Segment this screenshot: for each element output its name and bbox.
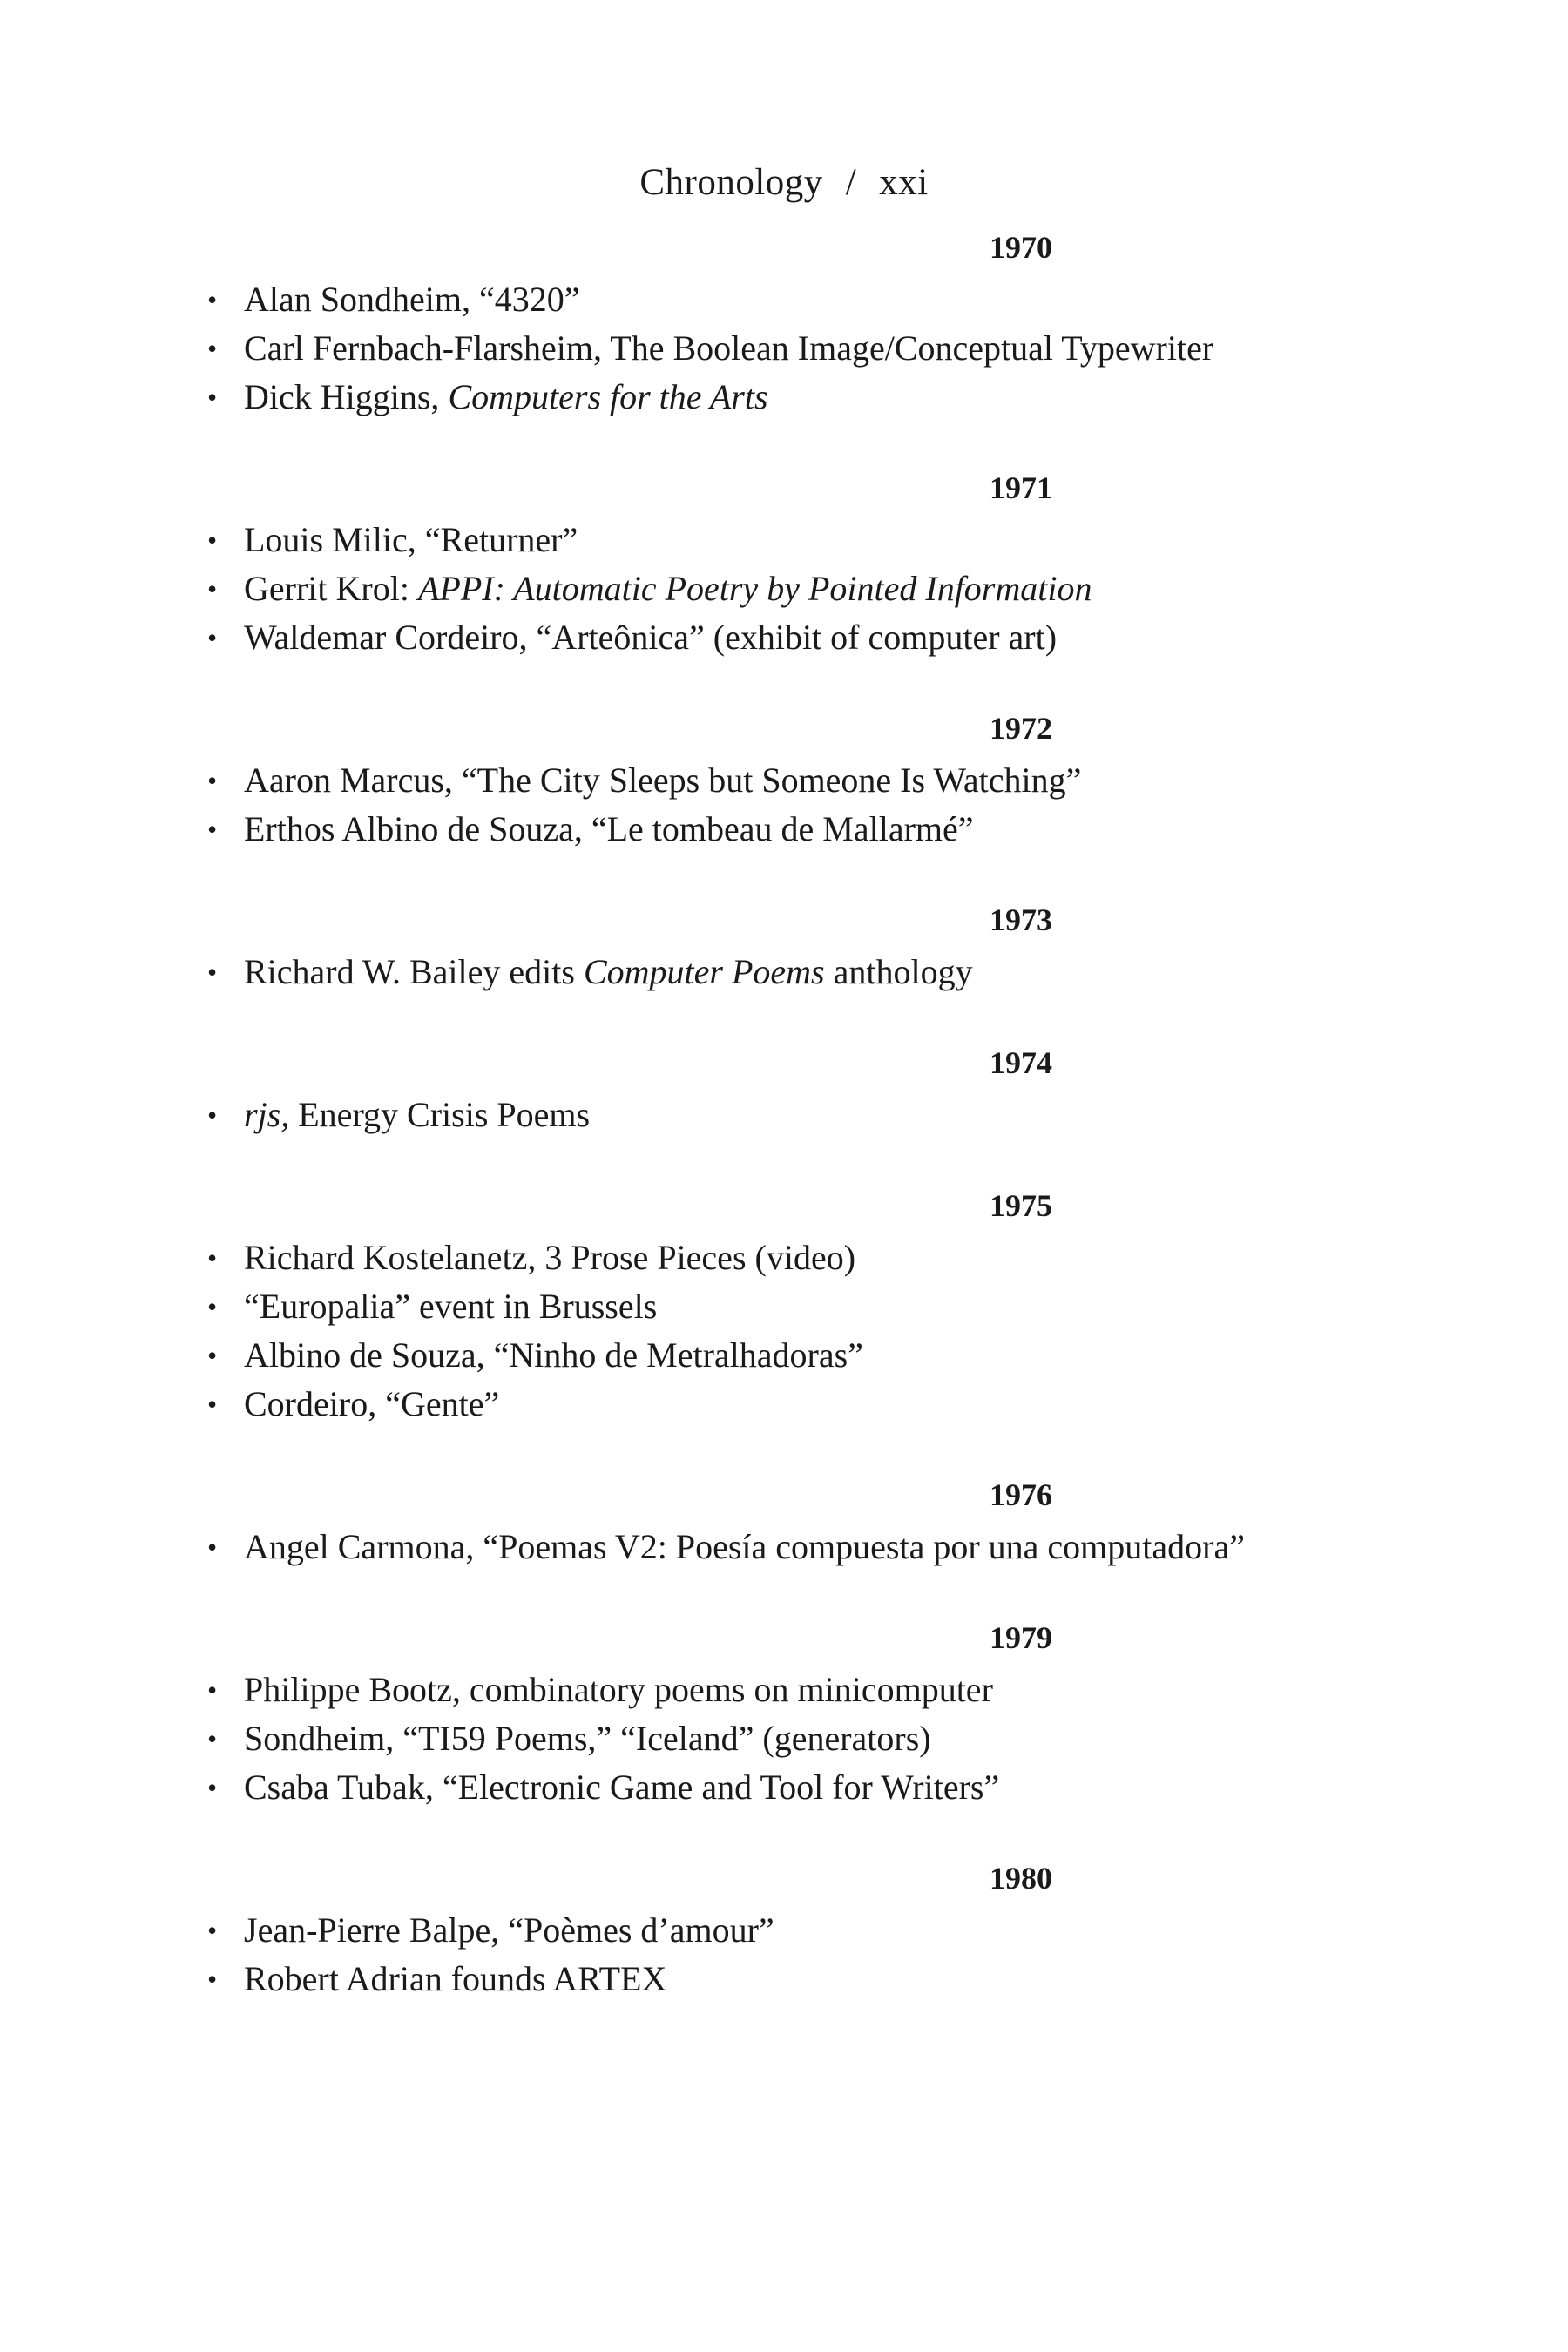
bullet-icon: • bbox=[207, 765, 218, 796]
year-heading: 1979 bbox=[990, 1620, 1052, 1655]
bullet-icon: • bbox=[207, 1099, 218, 1131]
entry-text: Erthos Albino de Souza, “Le tombeau de Mallarmé” bbox=[244, 809, 974, 848]
chronology-entry bbox=[206, 324, 1425, 373]
bullet-icon: • bbox=[207, 1674, 218, 1706]
chronology-entry bbox=[206, 1233, 1425, 1282]
entry-title-italic: Computer Poems bbox=[583, 952, 825, 991]
year-section-1973 bbox=[206, 902, 1425, 997]
entry-list bbox=[206, 275, 1425, 422]
entry-text: anthology bbox=[824, 952, 973, 991]
bullet-icon: • bbox=[207, 573, 218, 605]
chronology-entry bbox=[206, 1666, 1425, 1714]
entry-text: Dick Higgins, bbox=[244, 377, 449, 416]
entry-text: Energy Crisis Poems bbox=[289, 1095, 591, 1134]
year-heading: 1970 bbox=[990, 230, 1052, 265]
entry-list bbox=[206, 1523, 1425, 1571]
chronology-list bbox=[206, 230, 1425, 2052]
bullet-icon: • bbox=[207, 814, 218, 845]
entry-text: Sondheim, “TI59 Poems,” “Iceland” (generators) bbox=[244, 1719, 931, 1758]
entry-text: Philippe Bootz, combinatory poems on minicomputer bbox=[244, 1670, 993, 1709]
entry-list bbox=[206, 948, 1425, 997]
year-heading: 1974 bbox=[990, 1045, 1052, 1080]
chronology-entry bbox=[206, 1282, 1425, 1331]
entry-list bbox=[206, 756, 1425, 854]
chronology-entry bbox=[206, 1380, 1425, 1429]
year-heading: 1972 bbox=[990, 711, 1052, 746]
year-section-1970 bbox=[206, 230, 1425, 422]
entry-text: Csaba Tubak, “Electronic Game and Tool for Writers” bbox=[244, 1767, 1000, 1807]
chronology-entry bbox=[206, 373, 1425, 422]
entry-list bbox=[206, 1233, 1425, 1429]
chronology-entry bbox=[206, 1523, 1425, 1571]
chronology-entry bbox=[206, 1091, 1425, 1139]
running-head-title: Chronology bbox=[639, 162, 823, 203]
chronology-entry bbox=[206, 756, 1425, 805]
bullet-icon: • bbox=[207, 382, 218, 413]
running-head bbox=[0, 157, 1568, 209]
chronology-entry bbox=[206, 1906, 1425, 1955]
entry-text: Aaron Marcus, “The City Sleeps but Someone Is Watching” bbox=[244, 760, 1082, 800]
year-section-1979 bbox=[206, 1620, 1425, 1812]
entry-text: Jean-Pierre Balpe, “Poèmes d’amour” bbox=[244, 1910, 774, 1950]
chronology-entry bbox=[206, 564, 1425, 613]
entry-list bbox=[206, 516, 1425, 662]
chronology-entry bbox=[206, 275, 1425, 324]
year-heading: 1971 bbox=[990, 470, 1052, 505]
entry-title-italic: APPI: Automatic Poetry by Pointed Information bbox=[417, 569, 1092, 608]
entry-text: Alan Sondheim, “4320” bbox=[244, 280, 580, 319]
entry-title-italic: rjs, bbox=[244, 1095, 290, 1134]
entry-text: Cordeiro, “Gente” bbox=[244, 1384, 500, 1423]
entry-list bbox=[206, 1091, 1425, 1139]
bullet-icon: • bbox=[207, 1915, 218, 1946]
bullet-icon: • bbox=[207, 284, 218, 315]
entry-text: Albino de Souza, “Ninho de Metralhadoras” bbox=[244, 1335, 863, 1375]
bullet-icon: • bbox=[207, 1389, 218, 1420]
entry-text: Carl Fernbach-Flarsheim, The Boolean Image/Conceptual Typewriter bbox=[244, 328, 1214, 368]
entry-list bbox=[206, 1906, 1425, 2004]
chronology-entry bbox=[206, 1714, 1425, 1763]
year-section-1974 bbox=[206, 1045, 1425, 1139]
chronology-entry bbox=[206, 805, 1425, 854]
bullet-icon: • bbox=[207, 524, 218, 556]
year-heading: 1973 bbox=[990, 902, 1052, 937]
bullet-icon: • bbox=[207, 1531, 218, 1563]
year-heading: 1980 bbox=[990, 1861, 1052, 1896]
entry-text: Richard Kostelanetz, 3 Prose Pieces (video) bbox=[244, 1238, 856, 1277]
chronology-entry bbox=[206, 516, 1425, 564]
page-number: xxi bbox=[879, 162, 929, 203]
year-heading: 1976 bbox=[990, 1477, 1052, 1512]
entry-text: Waldemar Cordeiro, “Arteônica” (exhibit of computer art) bbox=[244, 618, 1058, 657]
entry-text: Louis Milic, “Returner” bbox=[244, 520, 578, 559]
year-section-1971 bbox=[206, 470, 1425, 662]
year-heading: 1975 bbox=[990, 1188, 1052, 1223]
chronology-entry bbox=[206, 948, 1425, 997]
chronology-entry bbox=[206, 1763, 1425, 1812]
entry-text: Gerrit Krol: bbox=[244, 569, 418, 608]
year-section-1975 bbox=[206, 1188, 1425, 1429]
running-head-separator: / bbox=[845, 162, 857, 203]
year-section-1976 bbox=[206, 1477, 1425, 1571]
bullet-icon: • bbox=[207, 1340, 218, 1371]
entry-list bbox=[206, 1666, 1425, 1812]
entry-text: Robert Adrian founds ARTEX bbox=[244, 1959, 667, 1998]
bullet-icon: • bbox=[207, 1963, 218, 1995]
entry-text: Angel Carmona, “Poemas V2: Poesía compuesta por una computadora” bbox=[244, 1527, 1245, 1566]
bullet-icon: • bbox=[207, 622, 218, 653]
bullet-icon: • bbox=[207, 1291, 218, 1322]
bullet-icon: • bbox=[207, 333, 218, 364]
bullet-icon: • bbox=[207, 1723, 218, 1754]
chronology-entry bbox=[206, 613, 1425, 662]
bullet-icon: • bbox=[207, 956, 218, 988]
entry-text: “Europalia” event in Brussels bbox=[244, 1287, 658, 1326]
year-section-1972 bbox=[206, 711, 1425, 854]
bullet-icon: • bbox=[207, 1772, 218, 1803]
entry-title-italic: Computers for the Arts bbox=[448, 377, 768, 416]
chronology-entry bbox=[206, 1955, 1425, 2004]
bullet-icon: • bbox=[207, 1242, 218, 1274]
entry-text: Richard W. Bailey edits bbox=[244, 952, 584, 991]
year-section-1980 bbox=[206, 1861, 1425, 2004]
chronology-entry bbox=[206, 1331, 1425, 1380]
